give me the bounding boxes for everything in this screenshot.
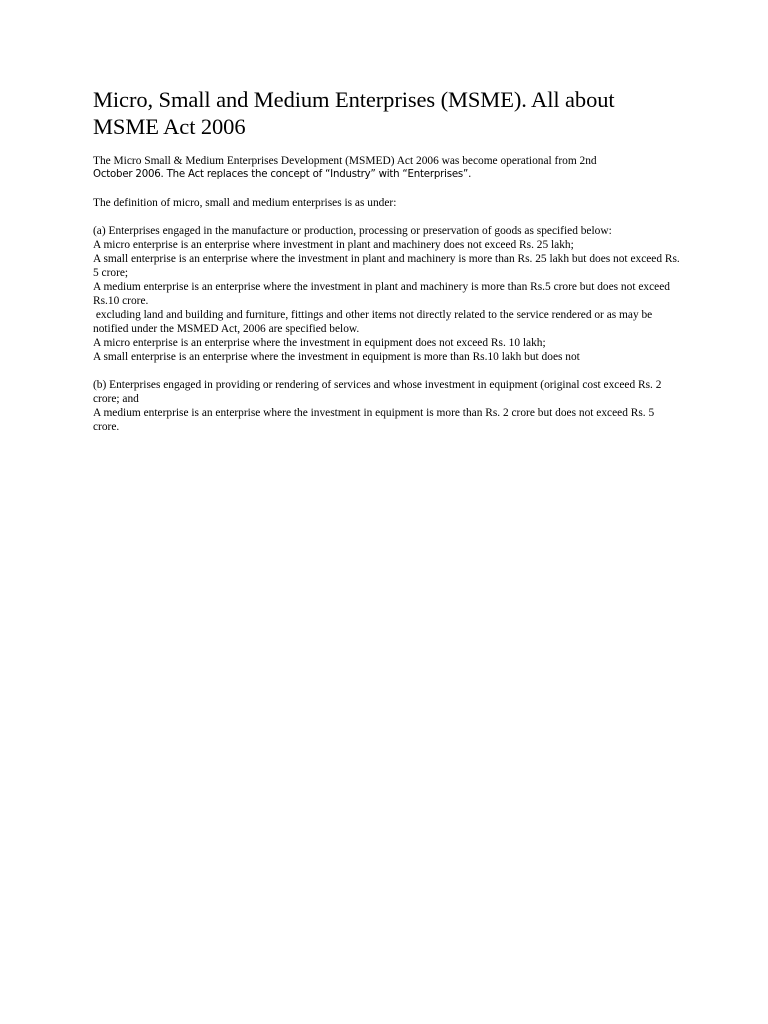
document-title: Micro, Small and Medium Enterprises (MSME). All about MSME Act 2006 — [93, 87, 615, 139]
section-a-medium: A medium enterprise is an enterprise where the investment in plant and machinery is more than Rs.5 crore but does not exceed Rs.10 crore. — [93, 281, 670, 307]
section-a-small-equipment: A small enterprise is an enterprise where the investment in equipment is more than Rs.10 lakh but does not — [93, 351, 580, 363]
paragraph-gap — [93, 210, 683, 224]
section-a-micro-equipment: A micro enterprise is an enterprise where the investment in equipment does not exceed Rs. 10 lakh; — [93, 337, 546, 349]
section-a-micro: A micro enterprise is an enterprise where investment in plant and machinery does not exceed Rs. 25 lakh; — [93, 239, 574, 251]
document-page — [93, 86, 683, 434]
section-b — [93, 378, 683, 434]
paragraph-gap — [93, 364, 683, 378]
definition-intro: The definition of micro, small and medium enterprises is as under: — [93, 197, 397, 209]
paragraph-gap — [93, 182, 683, 196]
section-a — [93, 224, 683, 364]
intro-paragraph — [93, 154, 683, 182]
section-b-heading: (b) Enterprises engaged in providing or rendering of services and whose investment in equipment (original cost exceed Rs. 2 crore; and — [93, 379, 662, 405]
intro-serif-text: The Micro Small & Medium Enterprises Development (MSMED) Act 2006 was become operational from 2nd — [93, 155, 597, 167]
section-a-small: A small enterprise is an enterprise where the investment in plant and machinery is more than Rs. 25 lakh but does not exceed Rs. 5 crore; — [93, 253, 680, 279]
section-a-excluding: excluding land and building and furniture, fittings and other items not directly related to the service rendered or as may be notified under the MSMED Act, 2006 are specified below. — [93, 309, 656, 335]
section-a-heading: (a) Enterprises engaged in the manufacture or production, processing or preservation of goods as specified below: — [93, 225, 612, 237]
section-b-medium: A medium enterprise is an enterprise where the investment in equipment is more than Rs. 2 crore but does not exceed Rs. 5 crore. — [93, 407, 655, 433]
intro-sans-text: October 2006. The Act replaces the concept of “Industry” with “Enterprises”. — [93, 169, 472, 180]
